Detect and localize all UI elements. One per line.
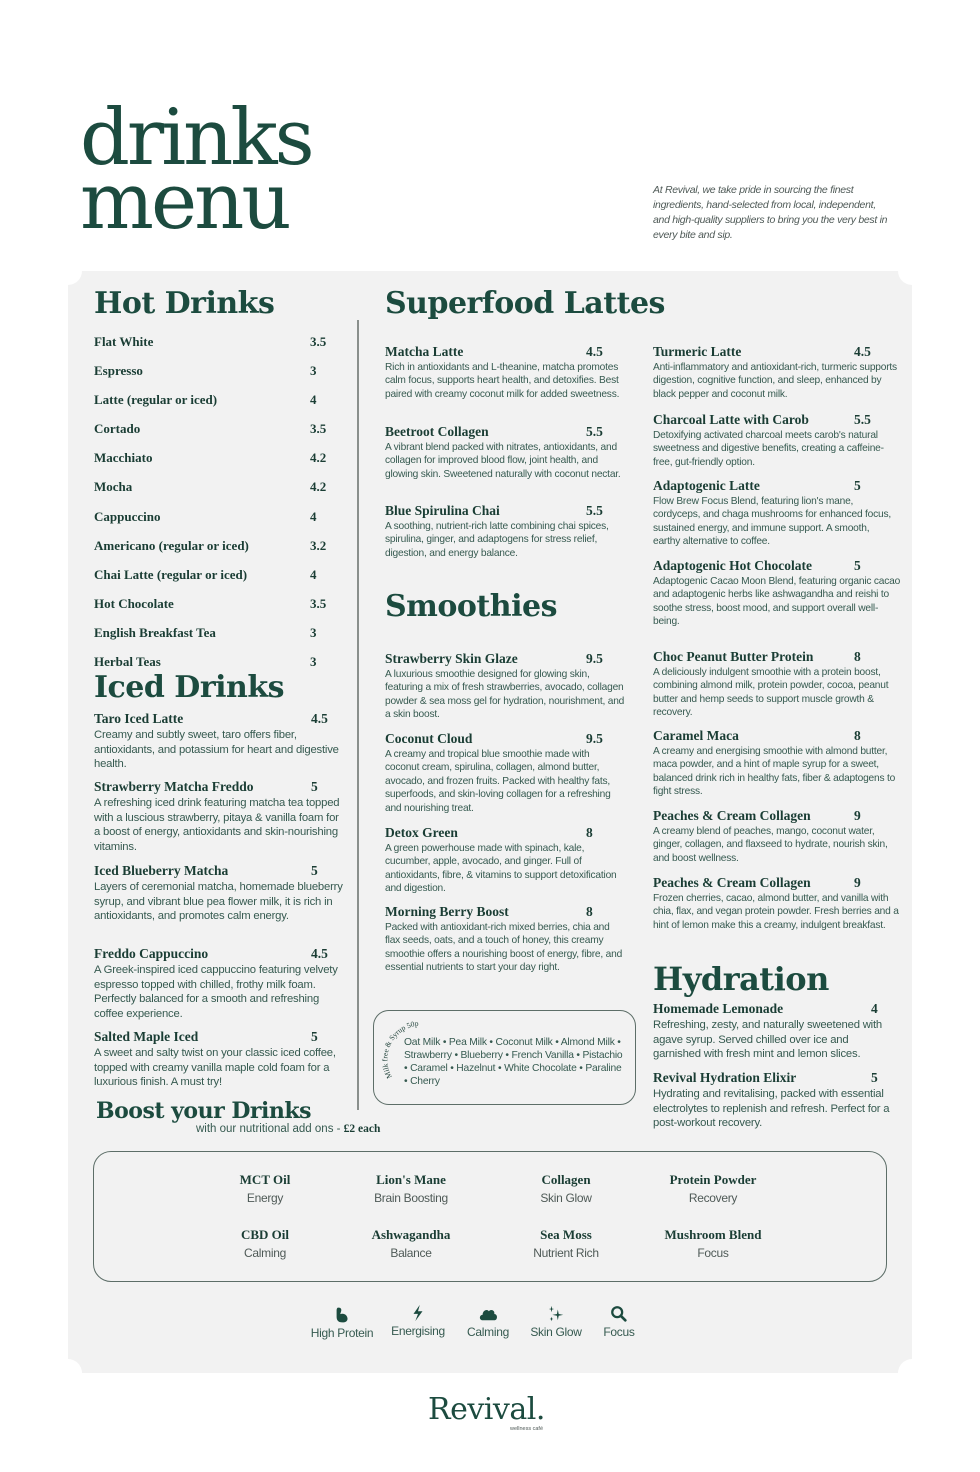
menu-item: Morning Berry Boost 8 Packed with antioxidant-rich mixed berries, chia and flax seeds, oats, and a touch of honey, this creamy smoothie offers a nourishing boost of energy, fibre, and essential nutrients to start your day right. — [385, 904, 623, 974]
hot-drinks-list — [94, 334, 334, 683]
legend-high-protein: High Protein — [302, 1306, 382, 1340]
menu-item: Beetroot Collagen 5.5 A vibrant blend packed with nitrates, antioxidants, and collagen for improved blood flow, joint health, and glowing skin. Sweetened naturally with coconut nectar. — [385, 424, 621, 480]
menu-item: Espresso 3 — [94, 363, 317, 379]
menu-item: Peaches & Cream Collagen 9 A creamy blend of peaches, mango, coconut water, ginger, collagen, and flaxseed to hydrate, nourish skin, and boost wellness. — [653, 808, 888, 864]
lightning-icon — [409, 1304, 427, 1322]
syrup-list: Oat Milk • Pea Milk • Coconut Milk • Almond Milk • Strawberry • Blueberry • French Vanilla • Pistachio • Caramel • Hazelnut • White Chocolate • Paraline • Cherry — [404, 1037, 623, 1087]
brand-logo: Revival. — [428, 1392, 545, 1427]
menu-item: Blue Spirulina Chai 5.5 A soothing, nutrient-rich latte combining chai spices, spirulina, ginger, and adaptogens for stress relief, digestion, and energy balance. — [385, 503, 609, 559]
menu-item: Americano (regular or iced) 3.2 — [94, 537, 327, 553]
menu-item: Taro Iced Latte 4.5 Creamy and subtly sweet, taro offers fiber, antioxidants, and potassium for heart and digestive health. — [94, 711, 339, 771]
menu-item: Choc Peanut Butter Protein 8 A deliciously indulgent smoothie with a protein boost, combining almond milk, protein powder, cocoa, peanut butter and hemp seeds to support muscle growth & recovery. — [653, 649, 889, 719]
menu-item: Revival Hydration Elixir 5 Hydrating and revitalising, packed with essential electrolytes to replenish and refresh. Perfect for a post-workout recovery. — [653, 1070, 890, 1130]
syrup-options-box — [373, 1010, 636, 1105]
addon-item: CBD Oil Calming — [240, 1227, 290, 1260]
column-divider — [357, 320, 359, 1110]
menu-item: Salted Maple Iced 5 A sweet and salty twist on your classic iced coffee, topped with creamy vanilla maple cold foam for a luxurious finish. A must try! — [94, 1029, 336, 1089]
smoothies-title: Smoothies — [385, 589, 557, 624]
menu-item: Adaptogenic Hot Chocolate 5 Adaptogenic Cacao Moon Blend, featuring organic cacao and adaptogenic herbs like ashwagandha and reishi to soothe stress, boost mood, and support overall well-being. — [653, 558, 901, 628]
menu-item: Coconut Cloud 9.5 A creamy and tropical blue smoothie made with coconut cream, spirulina, collagen, almond butter, avocado, and frozen fruits. Packed with healthy fats, superfoods, and skin-loving collagen for a refreshing and nourishing treat. — [385, 731, 611, 814]
menu-item: Chai Latte (regular or iced) 4 — [94, 566, 317, 582]
cloud-icon — [477, 1305, 499, 1323]
menu-item: Freddo Cappuccino 4.5 A Greek-inspired iced cappuccino featuring velvety espresso topped with chilled, frothy milk foam. Perfectly balanced for a smooth and refreshing coffee experience. — [94, 946, 338, 1020]
menu-item: Adaptogenic Latte 5 Flow Brew Focus Blend, featuring lion's mane, cordyceps, and chaga mushrooms for enhanced focus, sustained energy, and immune support. A smooth, earthy alternative to coffee. — [653, 478, 892, 548]
boost-title: Boost your Drinks — [96, 1098, 312, 1124]
muscle-icon — [333, 1306, 351, 1324]
menu-item: English Breakfast Tea 3 — [94, 624, 317, 640]
menu-item: Homemade Lemonade 4 Refreshing, zesty, and naturally sweetened with agave syrup. Served chilled over ice and garnished with fresh mint and lemon slices. — [653, 1001, 883, 1061]
menu-item: Turmeric Latte 4.5 Anti-inflammatory and antioxidant-rich, turmeric supports digestion, cognitive function, and sleep, enhanced by black pepper and coconut milk. — [653, 344, 897, 400]
legend-calming: Calming — [448, 1305, 528, 1339]
menu-item: Cappuccino 4 — [94, 508, 317, 524]
addon-item: MCT Oil Energy — [239, 1172, 291, 1205]
title-line-1: drinks — [80, 93, 312, 183]
page-title — [80, 93, 312, 247]
svg-text:Milk free & Syrup 50p: Milk free & Syrup 50p — [380, 1018, 419, 1081]
menu-item: Strawberry Matcha Freddo 5 A refreshing iced drink featuring matcha tea topped with a luscious strawberry, pitaya & vanilla foam for a boost of energy, antioxidants and skin-nourishing vitamins. — [94, 779, 340, 853]
addons-box — [93, 1151, 887, 1282]
menu-item: Flat White 3.5 — [94, 334, 327, 349]
legend-skin-glow: Skin Glow — [516, 1305, 596, 1339]
addon-item: Ashwagandha Balance — [371, 1227, 451, 1260]
title-line-2: menu — [80, 157, 289, 247]
legend-focus: Focus — [579, 1305, 659, 1339]
addon-item: Protein Powder Recovery — [669, 1172, 757, 1205]
menu-item: Strawberry Skin Glaze 9.5 A luxurious smoothie designed for glowing skin, featuring a mix of fresh strawberries, avocado, collagen powder & sea moss gel for hydration, nourishment, and a skin boost. — [385, 651, 625, 721]
sparkle-icon — [547, 1305, 565, 1323]
intro-text: At Revival, we take pride in sourcing the finest ingredients, hand-selected from local, independent, and high-quality suppliers to bring you the very best in every bite and sip. — [653, 184, 888, 241]
boost-subtitle: with our nutritional add ons - £2 each — [196, 1123, 381, 1135]
menu-item: Iced Blueberry Matcha 5 Layers of ceremonial matcha, homemade blueberry syrup, and vibrant blue pea flower milk, it is rich in antioxidants, and promotes calm energy. — [94, 863, 343, 923]
addon-item: Sea Moss Nutrient Rich — [533, 1227, 599, 1260]
menu-item: Charcoal Latte with Carob 5.5 Detoxifying activated charcoal meets carob's natural sweetness and digestive benefits, creating a caffeine-free, gut-friendly option. — [653, 412, 884, 468]
hydration-title: Hydration — [653, 960, 829, 998]
iced-drinks-title: Iced Drinks — [94, 670, 285, 705]
magnifier-icon — [610, 1305, 628, 1323]
hot-drinks-title: Hot Drinks — [94, 286, 275, 321]
menu-item: Matcha Latte 4.5 Rich in antioxidants and L-theanine, matcha promotes calm focus, supports heart health, and detoxifies. Best paired with creamy coconut milk for added sweetness. — [385, 344, 620, 400]
menu-item: Macchiato 4.2 — [94, 450, 327, 466]
menu-item: Herbal Teas 3 — [94, 654, 317, 670]
addon-item: Lion's Mane Brain Boosting — [374, 1172, 448, 1205]
addon-item: Mushroom Blend Focus — [664, 1227, 762, 1260]
brand-tagline: wellness café — [510, 1426, 544, 1432]
addon-item: Collagen Skin Glow — [540, 1172, 592, 1205]
menu-item: Peaches & Cream Collagen 9 Frozen cherries, cacao, almond butter, and vanilla with chia, flax, and vegan protein powder. Fresh berries and a hint of lemon make this a creamy, indulgent breakfast. — [653, 875, 899, 931]
menu-item: Mocha 4.2 — [94, 479, 327, 495]
menu-item: Detox Green 8 A green powerhouse made with spinach, kale, cucumber, apple, avocado, and ginger. Full of antioxidants, fibre, & vitamins to support detoxification and digestion. — [385, 825, 617, 895]
menu-item: Caramel Maca 8 A creamy and energising smoothie with almond butter, maca powder, and a hint of maple syrup for a sweet, balanced drink rich in healthy fats, fiber & adaptogens to fight stress. — [653, 728, 896, 798]
superfood-lattes-title: Superfood Lattes — [385, 286, 665, 321]
menu-item: Cortado 3.5 — [94, 421, 327, 437]
menu-item: Hot Chocolate 3.5 — [94, 595, 327, 611]
legend-energising: Energising — [378, 1304, 458, 1338]
menu-item: Latte (regular or iced) 4 — [94, 392, 317, 408]
